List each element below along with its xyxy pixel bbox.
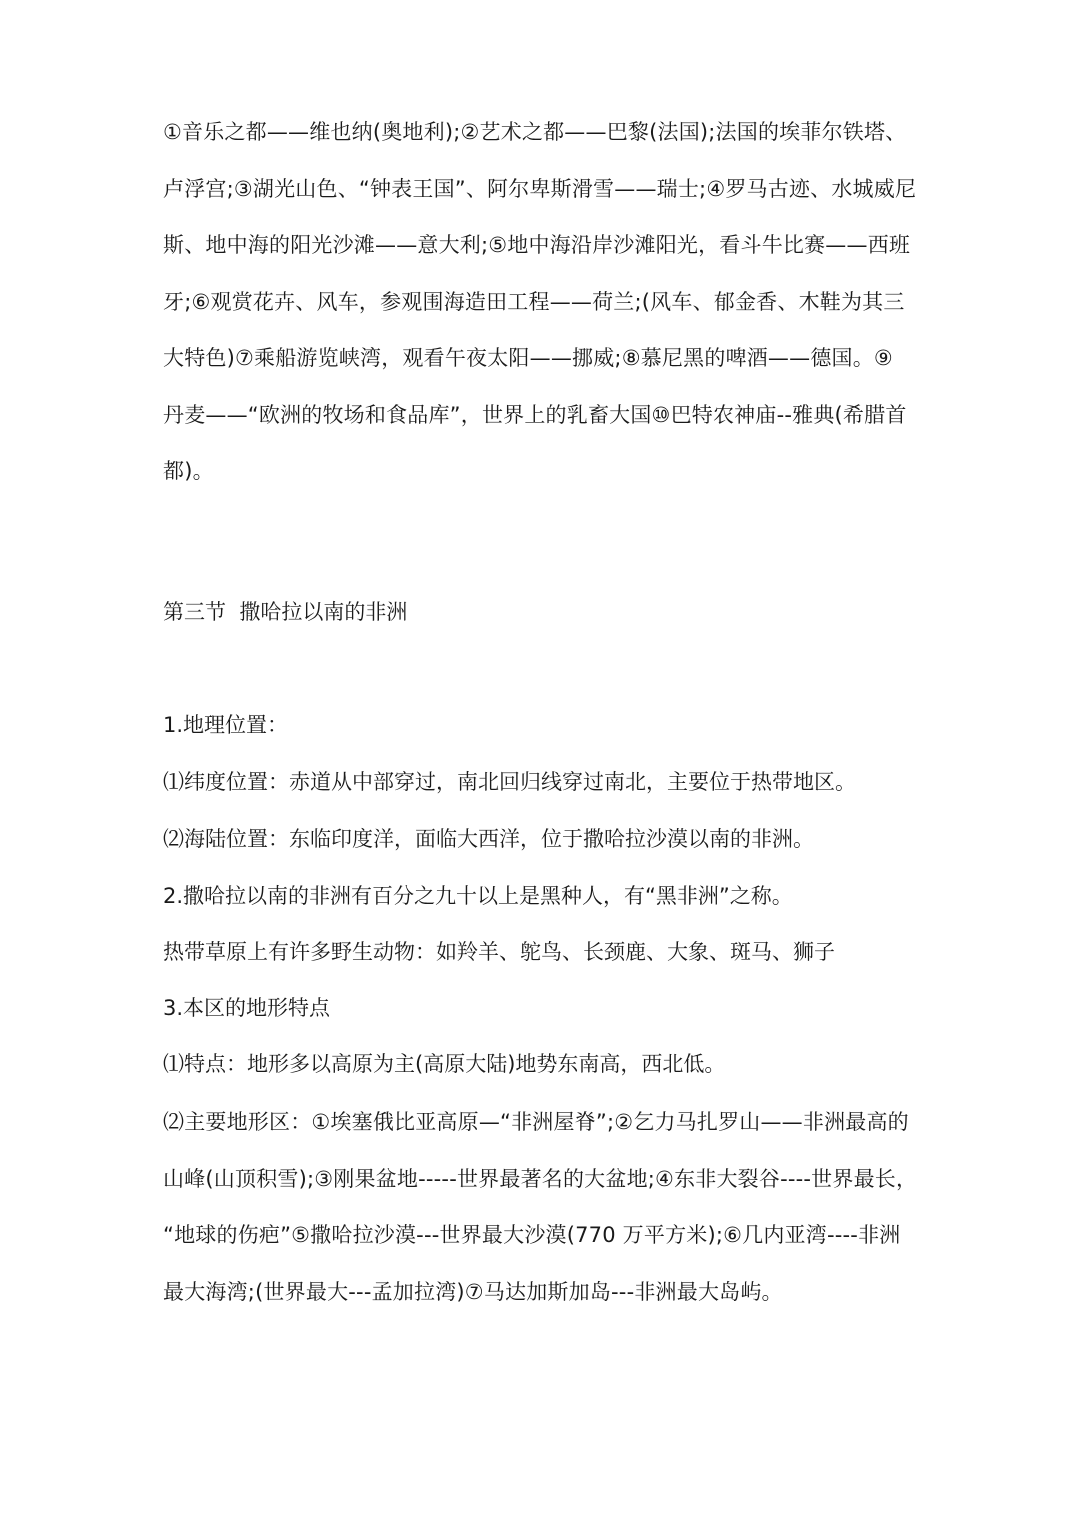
paragraph-line: ①音乐之都——维也纳(奥地利);②艺术之都——巴黎(法国);法国的埃菲尔铁塔、 [163,120,907,144]
paragraph-line: 大特色)⑦乘船游览峡湾，观看午夜太阳——挪威;⑧慕尼黑的啤酒——德国。⑨ [163,346,893,370]
paragraph-line: 斯、地中海的阳光沙滩——意大利;⑤地中海沿岸沙滩阳光，看斗牛比赛——西班 [163,233,911,257]
paragraph-line: ⑵主要地形区：①埃塞俄比亚高原—“非洲屋脊”;②乞力马扎罗山——非洲最高的 [163,1110,909,1134]
geo-location-heading: 1.地理位置： [163,713,289,737]
paragraph-line: 丹麦——“欧洲的牧场和食品库”，世界上的乳畜大国⑩巴特农神庙--雅典(希腊首 [163,402,907,427]
paragraph-line: 牙;⑥观赏花卉、风车，参观围海造田工程——荷兰;(风车、郁金香、木鞋为其三 [163,289,905,314]
landform-regions-paragraph [163,1094,923,1320]
land-sea-position-item: ⑵海陆位置：东临印度洋，面临大西洋，位于撒哈拉沙漠以南的非洲。 [163,827,814,851]
paragraph-line: 都)。 [163,459,214,483]
europe-tourism-paragraph [163,104,923,500]
wildlife-item: 热带草原上有许多野生动物：如羚羊、鸵鸟、长颈鹿、大象、斑马、狮子 [163,940,835,964]
paragraph-line: 山峰(山顶积雪);③刚果盆地-----世界最著名的大盆地;④东非大裂谷----世界最长， [163,1166,918,1191]
terrain-heading: 3.本区的地形特点 [163,996,331,1020]
paragraph-line: 卢浮宫;③湖光山色、“钟表王国”、阿尔卑斯滑雪——瑞士;④罗马古迹、水城威尼 [163,176,917,201]
terrain-features-item: ⑴特点：地形多以高原为主(高原大陆)地势东南高，西北低。 [163,1052,726,1076]
section-heading: 第三节 撒哈拉以南的非洲 [163,600,408,624]
population-item: 2.撒哈拉以南的非洲有百分之九十以上是黑种人，有“黑非洲”之称。 [163,884,793,908]
paragraph-line: 最大海湾;(世界最大---孟加拉湾)⑦马达加斯加岛---非洲最大岛屿。 [163,1279,783,1304]
paragraph-line: “地球的伤疤”⑤撒哈拉沙漠---世界最大沙漠(770 万平方米);⑥几内亚湾----非洲 [163,1223,901,1247]
latitude-position-item: ⑴纬度位置：赤道从中部穿过，南北回归线穿过南北，主要位于热带地区。 [163,770,856,794]
